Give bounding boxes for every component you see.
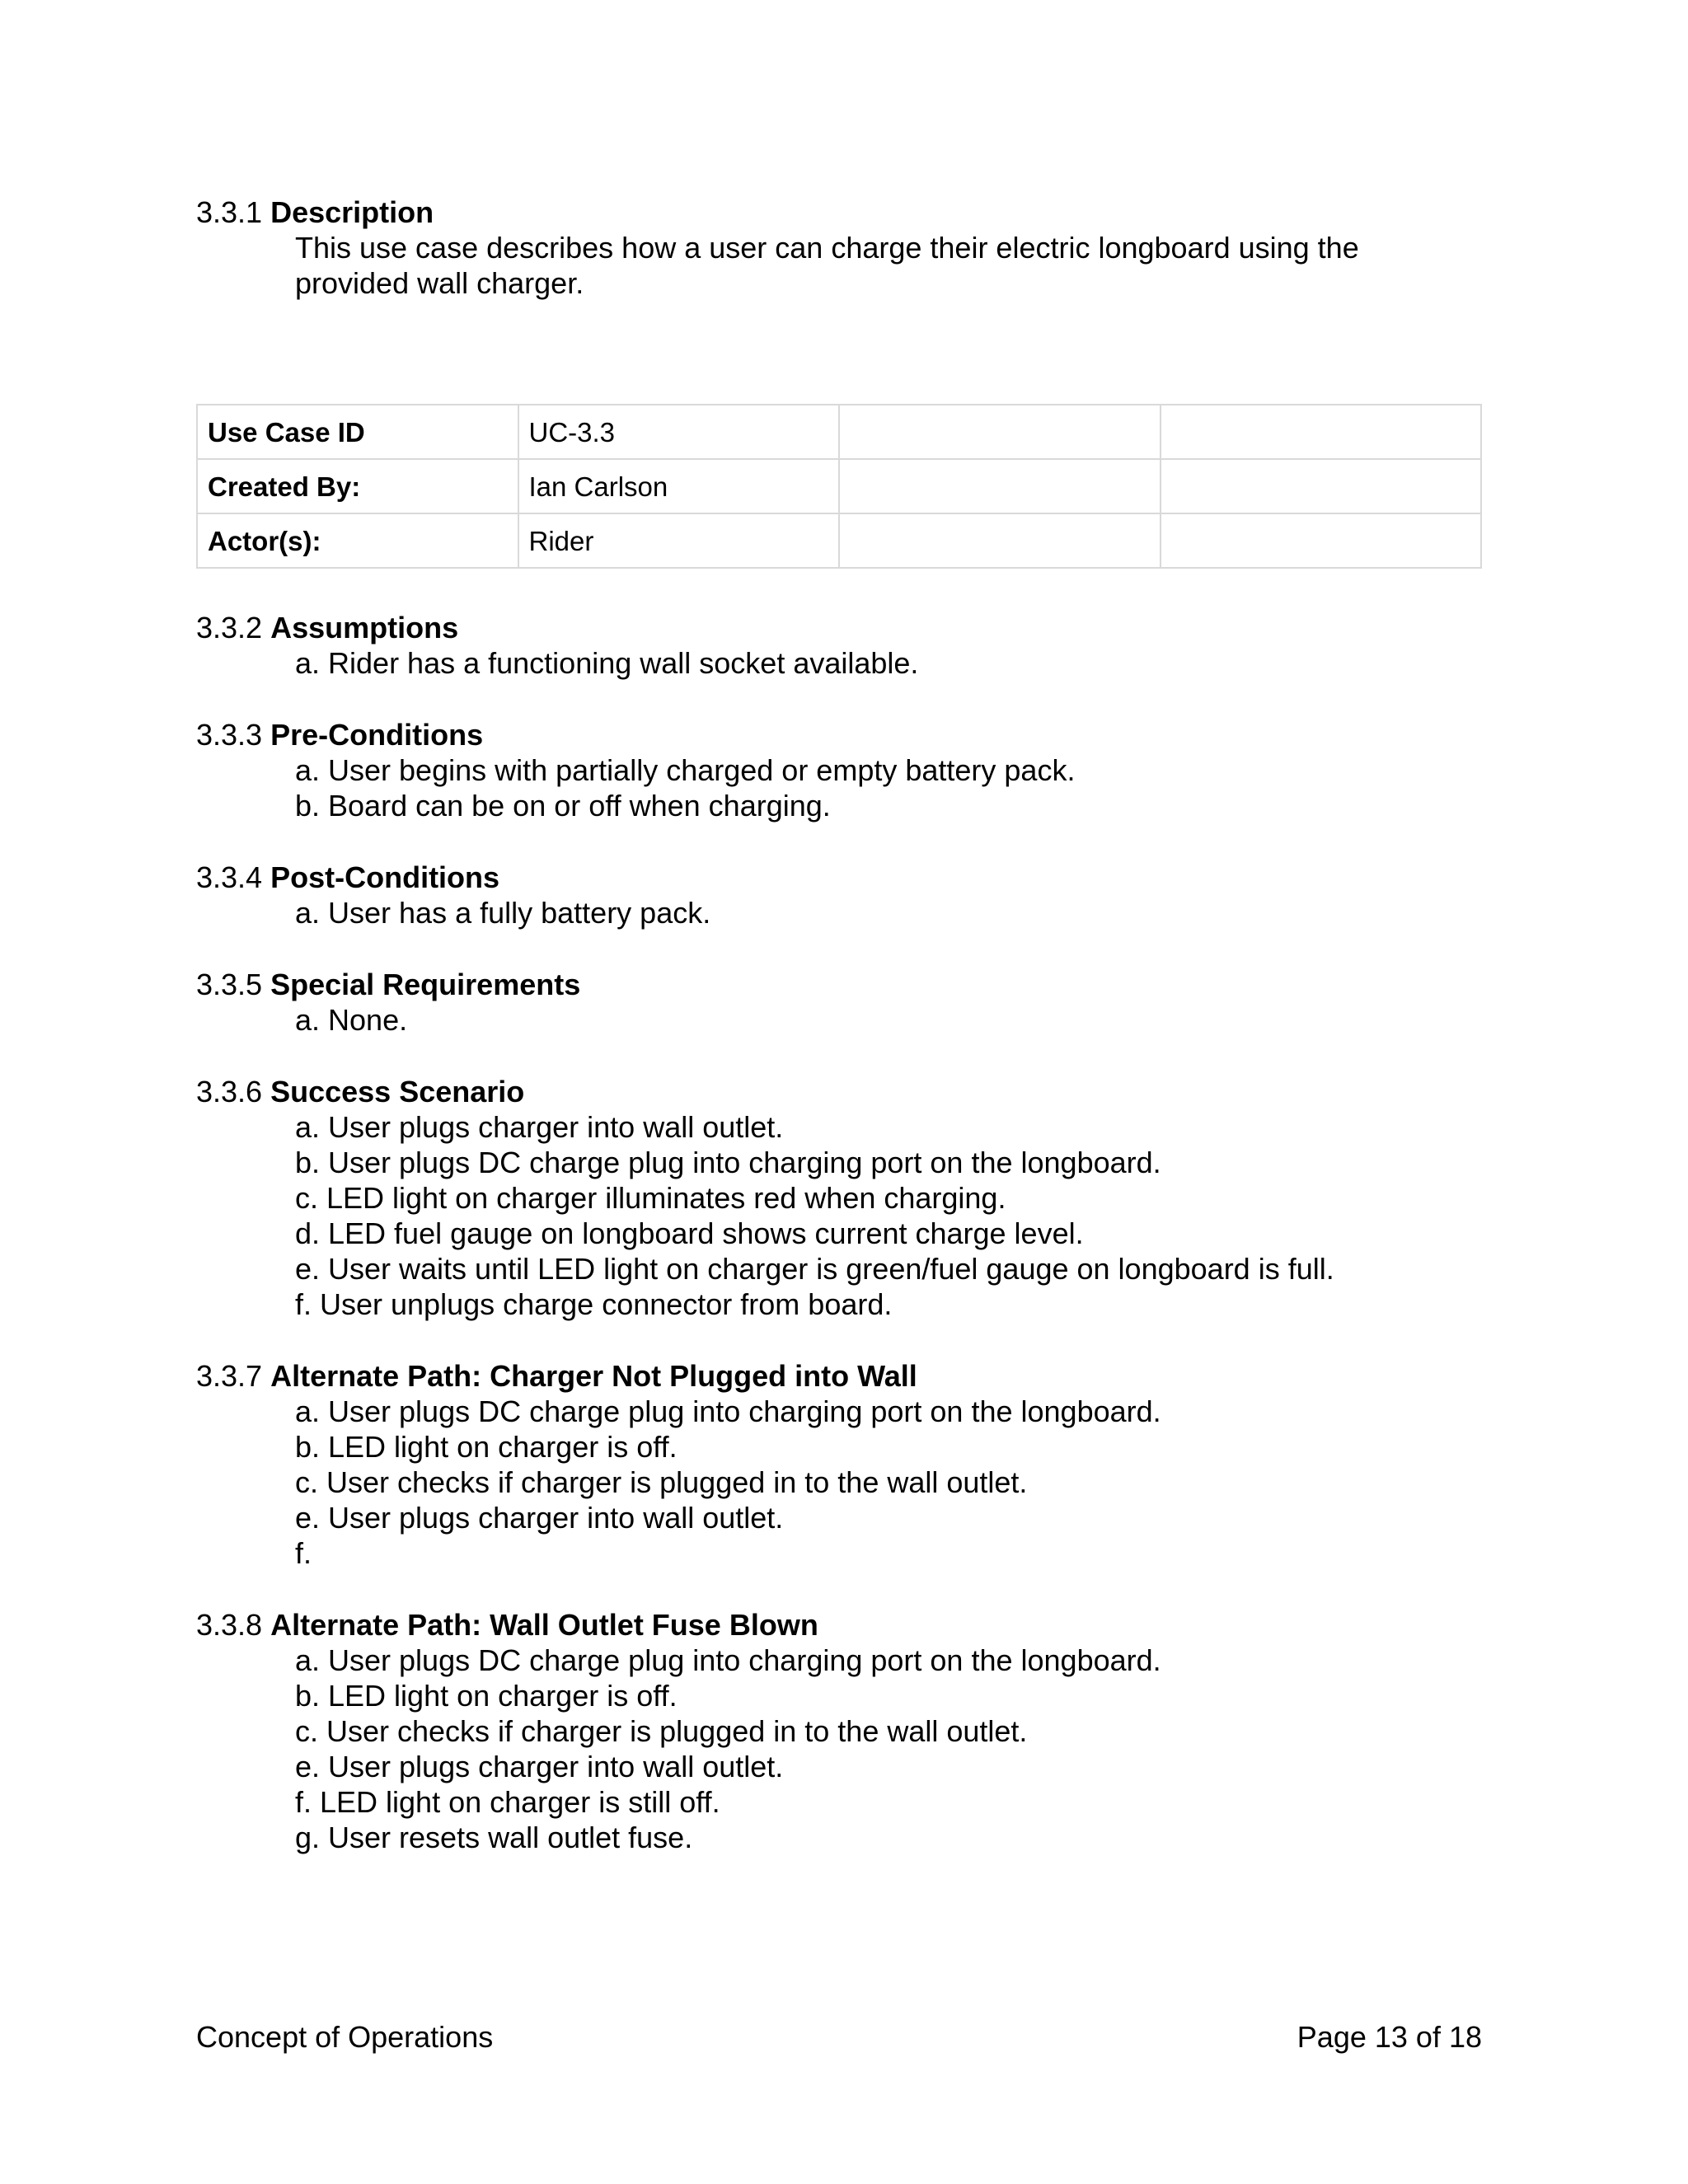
section-title: Alternate Path: Charger Not Plugged into Wall — [270, 1359, 917, 1393]
list-item: c. User checks if charger is plugged in to the wall outlet. — [295, 1714, 1028, 1748]
special-requirements-list — [295, 1002, 1490, 1038]
section-number: 3.3.2 — [196, 611, 263, 644]
list-item: a. User begins with partially charged or empty battery pack. — [295, 753, 1076, 787]
list-item: e. User plugs charger into wall outlet. — [295, 1750, 784, 1783]
section-title: Special Requirements — [270, 968, 581, 1001]
postconditions-list — [295, 895, 1490, 930]
table-cell-label: Use Case ID — [197, 405, 518, 459]
table-cell — [839, 405, 1160, 459]
section-number: 3.3.4 — [196, 860, 263, 894]
section-title: Post-Conditions — [270, 860, 500, 894]
list-item: g. User resets wall outlet fuse. — [295, 1821, 693, 1854]
section-number: 3.3.3 — [196, 718, 263, 752]
section-title: Alternate Path: Wall Outlet Fuse Blown — [270, 1608, 818, 1642]
list-item: d. LED fuel gauge on longboard shows current charge level. — [295, 1216, 1084, 1250]
preconditions-list — [295, 752, 1490, 823]
section-title: Success Scenario — [270, 1075, 525, 1108]
section-heading-alternate-path-fuse — [196, 1607, 818, 1643]
section-number: 3.3.8 — [196, 1608, 263, 1642]
section-heading-alternate-path-charger — [196, 1358, 917, 1394]
list-item: b. LED light on charger is off. — [295, 1430, 678, 1464]
table-cell — [1160, 459, 1482, 513]
table-row — [197, 405, 1481, 459]
section-title: Assumptions — [270, 611, 459, 644]
section-number: 3.3.1 — [196, 195, 263, 229]
description-body — [295, 230, 1490, 301]
list-item: a. User plugs DC charge plug into charging port on the longboard. — [295, 1394, 1161, 1428]
section-heading-special-requirements — [196, 967, 580, 1002]
list-item: a. User plugs DC charge plug into charging port on the longboard. — [295, 1643, 1161, 1677]
use-case-table — [196, 404, 1482, 569]
section-number: 3.3.5 — [196, 968, 263, 1001]
table-cell — [839, 459, 1160, 513]
section-heading-success-scenario — [196, 1074, 524, 1109]
list-item: b. Board can be on or off when charging. — [295, 789, 831, 823]
section-title: Description — [270, 195, 434, 229]
table-cell — [1160, 405, 1482, 459]
list-item: a. Rider has a functioning wall socket available. — [295, 646, 919, 680]
list-item: e. User plugs charger into wall outlet. — [295, 1501, 784, 1535]
alternate-path-charger-list — [295, 1394, 1490, 1571]
table-row — [197, 459, 1481, 513]
list-item: f. — [295, 1536, 312, 1570]
section-number: 3.3.7 — [196, 1359, 263, 1393]
success-scenario-list — [295, 1109, 1490, 1322]
table-cell — [839, 513, 1160, 568]
table-cell-label: Actor(s): — [197, 513, 518, 568]
section-title: Pre-Conditions — [270, 718, 484, 752]
list-item: a. User plugs charger into wall outlet. — [295, 1110, 784, 1144]
table-cell: Ian Carlson — [518, 459, 840, 513]
section-number: 3.3.6 — [196, 1075, 263, 1108]
table-cell: UC-3.3 — [518, 405, 840, 459]
table-cell: Rider — [518, 513, 840, 568]
section-heading-postconditions — [196, 860, 499, 895]
section-heading-description — [196, 194, 434, 230]
list-item: c. LED light on charger illuminates red when charging. — [295, 1181, 1006, 1215]
list-item: c. User checks if charger is plugged in to the wall outlet. — [295, 1465, 1028, 1499]
list-item: a. User has a fully battery pack. — [295, 896, 711, 930]
table-cell-label: Created By: — [197, 459, 518, 513]
footer-page-number: Page 13 of 18 — [1296, 2020, 1482, 2054]
description-line: provided wall charger. — [295, 266, 584, 300]
assumptions-list — [295, 645, 1490, 681]
table-row — [197, 513, 1481, 568]
footer-document-title: Concept of Operations — [196, 2020, 494, 2054]
section-heading-preconditions — [196, 717, 483, 752]
alternate-path-fuse-list — [295, 1643, 1490, 1855]
list-item: a. None. — [295, 1003, 408, 1037]
list-item: f. LED light on charger is still off. — [295, 1785, 720, 1819]
section-heading-assumptions — [196, 610, 458, 645]
list-item: e. User waits until LED light on charger is green/fuel gauge on longboard is full. — [295, 1252, 1334, 1286]
list-item: b. LED light on charger is off. — [295, 1679, 678, 1713]
table-cell — [1160, 513, 1482, 568]
description-line: This use case describes how a user can charge their electric longboard using the — [295, 231, 1359, 265]
list-item: b. User plugs DC charge plug into charging port on the longboard. — [295, 1146, 1161, 1179]
list-item: f. User unplugs charge connector from board. — [295, 1287, 893, 1321]
